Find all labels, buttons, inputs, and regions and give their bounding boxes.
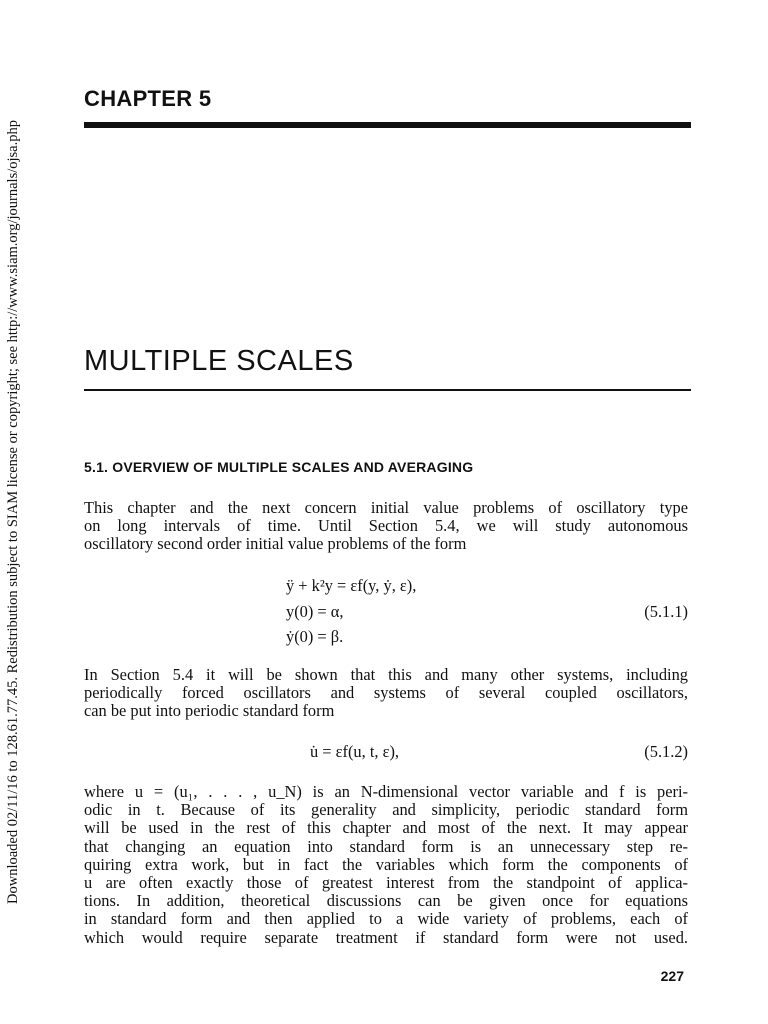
paragraph-line: tions. In addition, theoretical discussions can be given once for equations <box>84 891 688 911</box>
paragraph-line: periodically forced oscillators and systems of several coupled oscillators, <box>84 683 688 703</box>
paragraph-line: which would require separate treatment if standard form were not used. <box>84 927 688 947</box>
paragraph-line: that changing an equation into standard form is an unnecessary step re- <box>84 836 688 856</box>
chapter-divider <box>84 122 691 128</box>
section-heading: 5.1. OVERVIEW OF MULTIPLE SCALES AND AVERAGING <box>84 459 474 475</box>
equation-line: y(0) = α, <box>286 602 344 621</box>
paragraph-standard-form <box>84 666 688 721</box>
equation-line: ẏ(0) = β. <box>286 627 344 646</box>
download-notice: Downloaded 02/11/16 to 128.61.77.45. Redistribution subject to SIAM license or copyright; see http://www.siam.org/journals/ojsa.php <box>5 120 21 904</box>
chapter-label: CHAPTER 5 <box>84 86 212 111</box>
paragraph-line: quiring extra work, but in fact the variables which form the components of <box>84 854 688 874</box>
equation-line: u̇ = εf(u, t, ε), <box>310 742 400 761</box>
paragraph-explanation <box>84 783 688 947</box>
chapter-title: MULTIPLE SCALES <box>84 345 354 377</box>
title-divider <box>84 389 691 391</box>
paragraph-line: This chapter and the next concern initial value problems of oscillatory type <box>84 498 688 517</box>
equation-line: ÿ + k²y = εf(y, ẏ, ε), <box>286 576 417 595</box>
paragraph-line: odic in t. Because of its generality and simplicity, periodic standard form <box>84 800 688 820</box>
equation-number: (5.1.2) <box>644 742 688 761</box>
paragraph-line: In Section 5.4 it will be shown that this and many other systems, including <box>84 665 688 684</box>
paragraph-intro <box>84 499 688 554</box>
paragraph-line: oscillatory second order initial value problems of the form <box>84 534 467 554</box>
paragraph-line: can be put into periodic standard form <box>84 701 335 721</box>
paragraph-line: u are often exactly those of greatest interest from the standpoint of applica- <box>84 873 688 893</box>
paragraph-line: where u = (u₁, . . . , u_N) is an N-dimensional vector variable and f is peri- <box>84 782 688 801</box>
paragraph-line: in standard form and then applied to a wide variety of problems, each of <box>84 909 688 929</box>
equation-number: (5.1.1) <box>644 602 688 621</box>
paragraph-line: will be used in the rest of this chapter and most of the next. It may appear <box>84 818 688 838</box>
paragraph-line: on long intervals of time. Until Section 5.4, we will study autonomous <box>84 516 688 536</box>
page-number: 227 <box>660 968 684 984</box>
